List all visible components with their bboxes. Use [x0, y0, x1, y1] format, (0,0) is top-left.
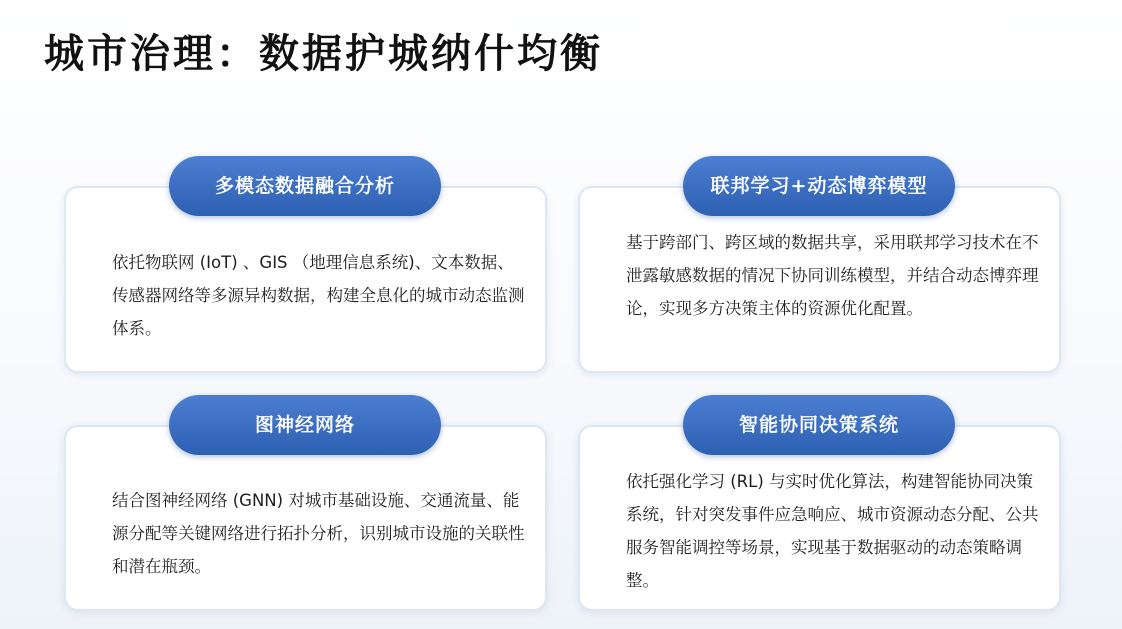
- card-heading-gnn: 图神经网络: [169, 395, 441, 455]
- card-body-decision: 依托强化学习 (RL) 与实时优化算法，构建智能协同决策系统，针对突发事件应急响应、城市资源动态分配、公共服务智能调控等场景，实现基于数据驱动的动态策略调整。: [626, 472, 1039, 590]
- card-body-gnn: 结合图神经网络 (GNN) 对城市基础设施、交通流量、能源分配等关键网络进行拓扑分析，识别城市设施的关联性和潜在瓶颈。: [112, 491, 525, 576]
- card-body-multimodal: 依托物联网 (IoT) 、GIS （地理信息系统)、文本数据、传感器网络等多源异构数据，构建全息化的城市动态监测体系。: [112, 253, 525, 338]
- card-heading-decision: 智能协同决策系统: [683, 395, 955, 455]
- page-title: 城市治理：数据护城纳什均衡: [44, 31, 603, 77]
- card-heading-multimodal: 多模态数据融合分析: [169, 156, 441, 216]
- card-heading-federated: 联邦学习+动态博弈模型: [683, 156, 955, 216]
- card-body-federated: 基于跨部门、跨区域的数据共享，采用联邦学习技术在不泄露敏感数据的情况下协同训练模型，并结合动态博弈理论，实现多方决策主体的资源优化配置。: [626, 233, 1039, 318]
